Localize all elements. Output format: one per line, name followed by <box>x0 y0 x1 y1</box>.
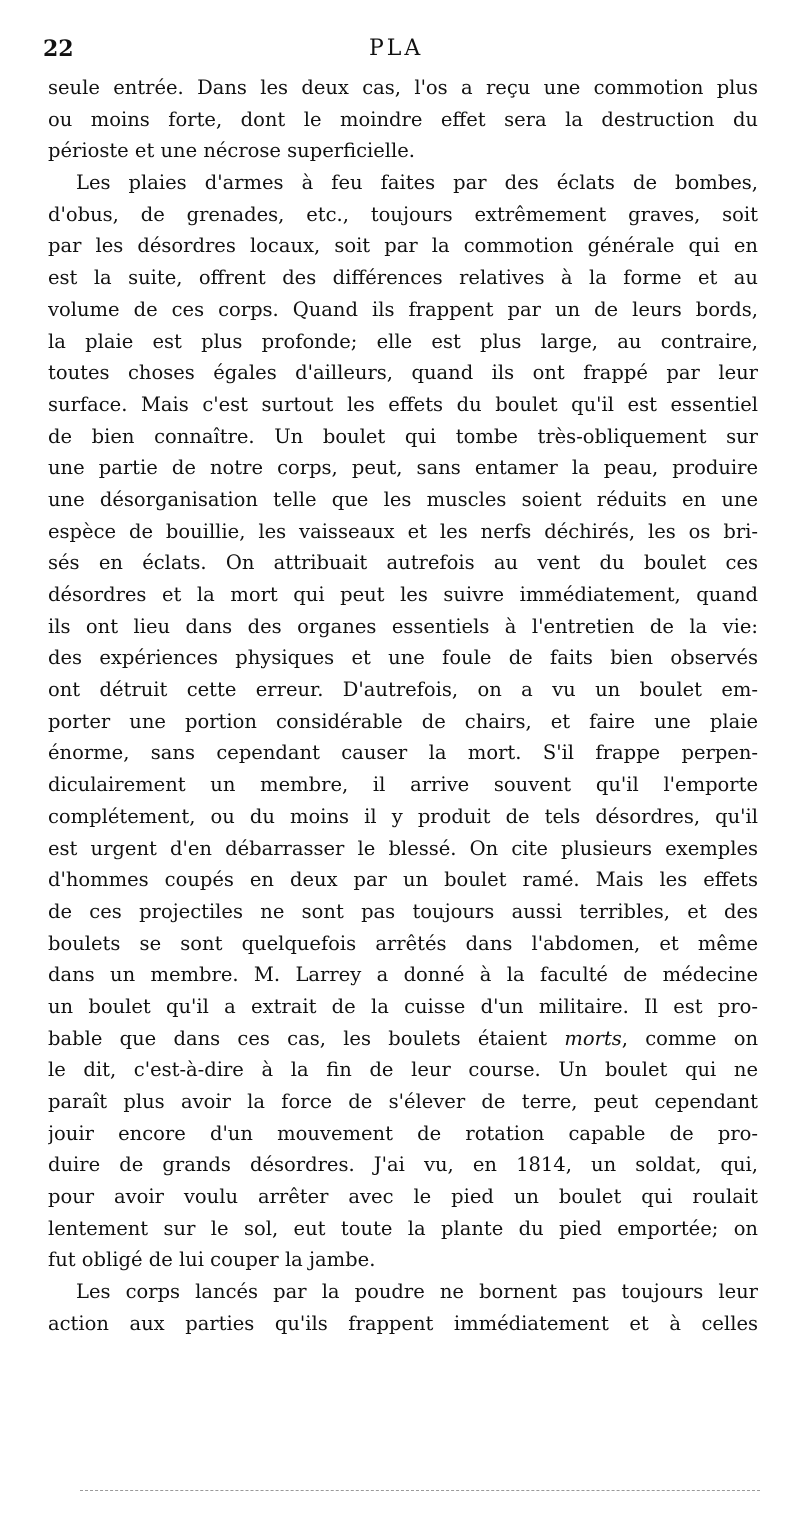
text-line: pour avoir voulu arrêter avec le pied un boulet qui roulait <box>48 1185 758 1209</box>
text-segment: , comme on <box>621 1026 758 1050</box>
italic-word: morts <box>564 1026 622 1050</box>
text-line: d'hommes coupés en deux par un boulet ramé. Mais les effets <box>48 868 758 892</box>
text-line: de ces projectiles ne sont pas toujours aussi terribles, et des <box>48 899 758 923</box>
text-line: désordres et la mort qui peut les suivre immédiatement, quand <box>48 583 758 606</box>
text-line: seule entrée. Dans les deux cas, l'os a reçu une commotion plus <box>48 76 758 99</box>
text-line: porter une portion considérable de chairs, et faire une plaie <box>48 709 758 733</box>
text-line: paraît plus avoir la force de s'élever de terre, peut cependant <box>48 1090 758 1113</box>
text-line: ils ont lieu dans des organes essentiels à l'entretien de la vie: <box>48 614 758 638</box>
text-line: est urgent d'en débarrasser le blessé. On cite plusieurs exemples <box>48 836 758 860</box>
body-text <box>48 72 758 1340</box>
text-line: énorme, sans cependant causer la mort. S'il frappe perpen- <box>48 741 758 765</box>
text-line: ou moins forte, dont le moindre effet sera la destruction du <box>48 107 758 131</box>
footer-rule <box>80 1490 760 1491</box>
text-line: sés en éclats. On attribuait autrefois au vent du boulet ces <box>48 551 758 575</box>
text-line: fut obligé de lui couper la jambe. <box>48 1248 376 1272</box>
text-line: le dit, c'est-à-dire à la fin de leur course. Un boulet qui ne <box>48 1058 758 1082</box>
text-line: un boulet qu'il a extrait de la cuisse d'un militaire. Il est pro- <box>48 994 758 1018</box>
text-segment: bable que dans ces cas, les boulets étaient <box>48 1026 548 1050</box>
text-line: de bien connaître. Un boulet qui tombe très-obliquement sur <box>48 424 758 448</box>
text-line: lentement sur le sol, eut toute la plante du pied emportée; on <box>48 1216 758 1240</box>
text-line: toutes choses égales d'ailleurs, quand ils ont frappé par leur <box>48 361 758 385</box>
text-line: espèce de bouillie, les vaisseaux et les nerfs déchirés, les os bri- <box>48 519 758 543</box>
text-line: surface. Mais c'est surtout les effets du boulet qu'il est essentiel <box>48 392 758 416</box>
text-line: jouir encore d'un mouvement de rotation capable de pro- <box>48 1121 758 1145</box>
paragraph-first-line: Les corps lancés par la poudre ne bornent pas toujours leur <box>76 1280 758 1304</box>
paragraph-first-line: Les plaies d'armes à feu faites par des éclats de bombes, <box>76 171 758 195</box>
running-title: PLA <box>369 36 424 61</box>
text-line: volume de ces corps. Quand ils frappent par un de leurs bords, <box>48 297 758 321</box>
text-line: une désorganisation telle que les muscles soient réduits en une <box>48 487 758 511</box>
text-line: par les désordres locaux, soit par la commotion générale qui en <box>48 234 758 258</box>
text-line: diculairement un membre, il arrive souvent qu'il l'emporte <box>48 773 758 797</box>
text-line: ont détruit cette erreur. D'autrefois, on a vu un boulet em- <box>48 678 758 702</box>
running-header <box>0 36 800 64</box>
text-line: des expériences physiques et une foule de faits bien observés <box>48 646 758 670</box>
text-line: duire de grands désordres. J'ai vu, en 1814, un soldat, qui, <box>48 1153 758 1177</box>
text-line: d'obus, de grenades, etc., toujours extrêmement graves, soit <box>48 202 758 226</box>
text-line: boulets se sont quelquefois arrêtés dans l'abdomen, et même <box>48 931 758 955</box>
text-line: dans un membre. M. Larrey a donné à la faculté de médecine <box>48 963 758 987</box>
text-line-with-italic <box>48 1023 758 1055</box>
text-line: périoste et une nécrose superficielle. <box>48 139 415 163</box>
text-line: la plaie est plus profonde; elle est plus large, au contraire, <box>48 329 758 353</box>
text-line: est la suite, offrent des différences relatives à la forme et au <box>48 266 758 290</box>
text-line: complétement, ou du moins il y produit de tels désordres, qu'il <box>48 804 758 828</box>
page-number: 22 <box>43 36 74 62</box>
text-line: une partie de notre corps, peut, sans entamer la peau, produire <box>48 456 758 480</box>
text-line: action aux parties qu'ils frappent immédiatement et à celles <box>48 1311 758 1335</box>
